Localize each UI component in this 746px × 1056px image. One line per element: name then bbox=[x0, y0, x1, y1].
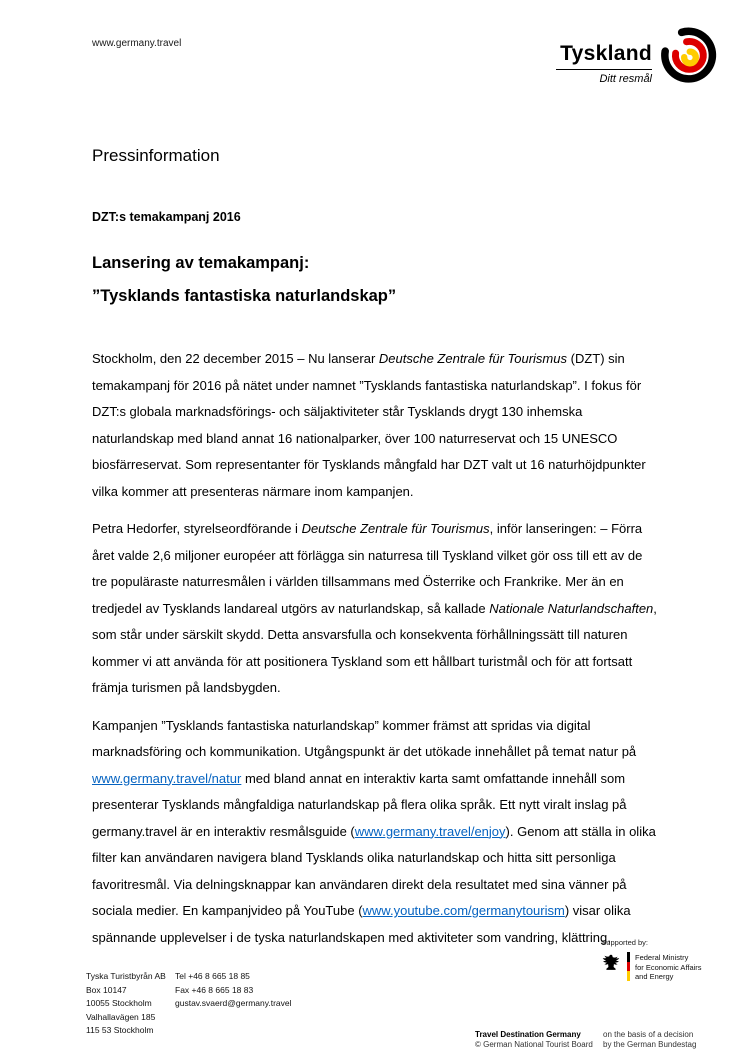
text-segment: med bland annat en interaktiv karta samt omfattande innehåll som presenterar Tysklands mångfaldiga naturlandskap på flera olika språk. Ett nytt viralt inslag på germany.travel är en interaktiv resmålsguide ( bbox=[92, 770, 627, 839]
germany-travel-swirl-icon bbox=[652, 18, 725, 91]
text-line: gustav.svaerd@germany.travel bbox=[175, 998, 292, 1008]
body-paragraph bbox=[92, 713, 658, 952]
federal-ministry-logo bbox=[600, 952, 702, 982]
headline bbox=[92, 247, 658, 313]
bundestag-note bbox=[603, 1030, 696, 1050]
contact-block bbox=[175, 970, 292, 1011]
body-paragraph bbox=[92, 346, 658, 505]
text-line: by the German Bundestag bbox=[603, 1040, 697, 1049]
text-segment: Kampanjen ”Tysklands fantastiska naturlandskap” kommer främst att spridas via digital marknadsföring och kommunikation. Utgångspunkt är det utökade innehållet på temat natur på bbox=[92, 717, 637, 759]
text-line: Tel +46 8 665 18 85 bbox=[175, 971, 250, 981]
copyright-line: © German National Tourist Board bbox=[475, 1040, 593, 1049]
german-flag-stripe bbox=[627, 952, 630, 981]
headline-line-2: ”Tysklands fantastiska naturlandskap” bbox=[92, 287, 397, 305]
text-line: and Energy bbox=[635, 972, 674, 981]
text-line: Box 10147 bbox=[86, 984, 127, 995]
text-segment: ). Genom att ställa in olika filter kan användaren navigera bland Tysklands olika naturlandskap och hitta sitt personliga favoritresmål. Via delningsknappar kan användaren direkt dela resultatet med sina vänner på sociala medier. En kampanjvideo på YouTube ( bbox=[92, 823, 656, 918]
text-line: 10055 Stockholm bbox=[86, 998, 152, 1008]
text-segment: Petra Hedorfer, styrelseordförande i bbox=[92, 521, 302, 536]
brand-line: Travel Destination Germany bbox=[475, 1030, 581, 1039]
ministry-name bbox=[635, 952, 702, 982]
text-segment: Deutsche Zentrale für Tourismus bbox=[378, 351, 567, 366]
federal-eagle-icon bbox=[600, 952, 622, 974]
text-segment: , som står under särskilt skydd. Detta ansvarsfulla och konsekventa förhållningssätt till naturen kommer vi att använda för att positionera Tyskland som ett hållbart turistmål och för att fortsatt främja turismen på landsbygden. bbox=[92, 600, 657, 695]
text-segment: Deutsche Zentrale für Tourismus bbox=[301, 521, 490, 536]
supported-by-label: Supported by: bbox=[601, 938, 648, 947]
text-segment: ) visar olika spännande upplevelser i de tyska naturlandskapen med aktiviteter som vandring, klättring, bbox=[92, 903, 631, 945]
campaign-kicker: DZT:s temakampanj 2016 bbox=[92, 210, 241, 224]
address-block bbox=[86, 970, 166, 1038]
logo-divider bbox=[556, 69, 652, 70]
text-segment: (DZT) sin temakampanj för 2016 på nätet under namnet ”Tysklands fantastiska naturlandskap”. I fokus för DZT:s globala marknadsförings- och säljaktiviteter står Tysklands drygt 130 inhemska naturlandskap med bland annat 16 nationalparker, över 100 naturreservat och 15 UNESCO biosfärreservat. Som representanter för Tysklands mångfald har DZT valt ut 16 naturhöjdpunkter vilka kommer att presenteras närmare inom kampanjen. bbox=[92, 351, 646, 499]
document-title: Pressinformation bbox=[92, 146, 220, 165]
text-line: for Economic Affairs bbox=[635, 962, 702, 972]
text-line: on the basis of a decision bbox=[603, 1030, 694, 1039]
tourist-board-credit bbox=[475, 1030, 593, 1050]
document-body bbox=[92, 146, 658, 951]
logo-subtitle: Ditt resmål bbox=[599, 73, 652, 85]
text-segment: Stockholm, den 22 december 2015 – Nu lanserar bbox=[92, 351, 379, 366]
dzt-logo bbox=[556, 26, 718, 85]
text-line: Tyska Turistbyrån AB bbox=[86, 971, 166, 981]
inline-link[interactable]: www.youtube.com/germanytourism bbox=[362, 903, 565, 918]
text-line: Fax +46 8 665 18 83 bbox=[175, 984, 254, 995]
headline-line-1: Lansering av temakampanj: bbox=[92, 254, 310, 272]
inline-link[interactable]: www.germany.travel/natur bbox=[92, 770, 242, 786]
logo-text-block bbox=[556, 26, 652, 85]
inline-link[interactable]: www.germany.travel/enjoy bbox=[354, 823, 506, 839]
site-url: www.germany.travel bbox=[92, 38, 182, 49]
logo-title: Tyskland bbox=[560, 42, 652, 65]
text-line: Valhallavägen 185 bbox=[86, 1011, 156, 1022]
text-line: 115 53 Stockholm bbox=[86, 1025, 154, 1035]
text-segment: , inför lanseringen: – Förra året valde 2,6 miljoner européer att förlägga sin naturresa till Tyskland vilket gör oss till ett av de tre populäraste naturresmålen i världen tillsammans med Österrike och Frankrike. Mer än en tredjedel av Tysklands landareal utgörs av naturlandskap, så kallade bbox=[92, 521, 643, 616]
body-paragraph bbox=[92, 516, 658, 702]
text-segment: Nationale Naturlandschaften bbox=[489, 600, 654, 616]
text-line: Federal Ministry bbox=[635, 953, 689, 962]
